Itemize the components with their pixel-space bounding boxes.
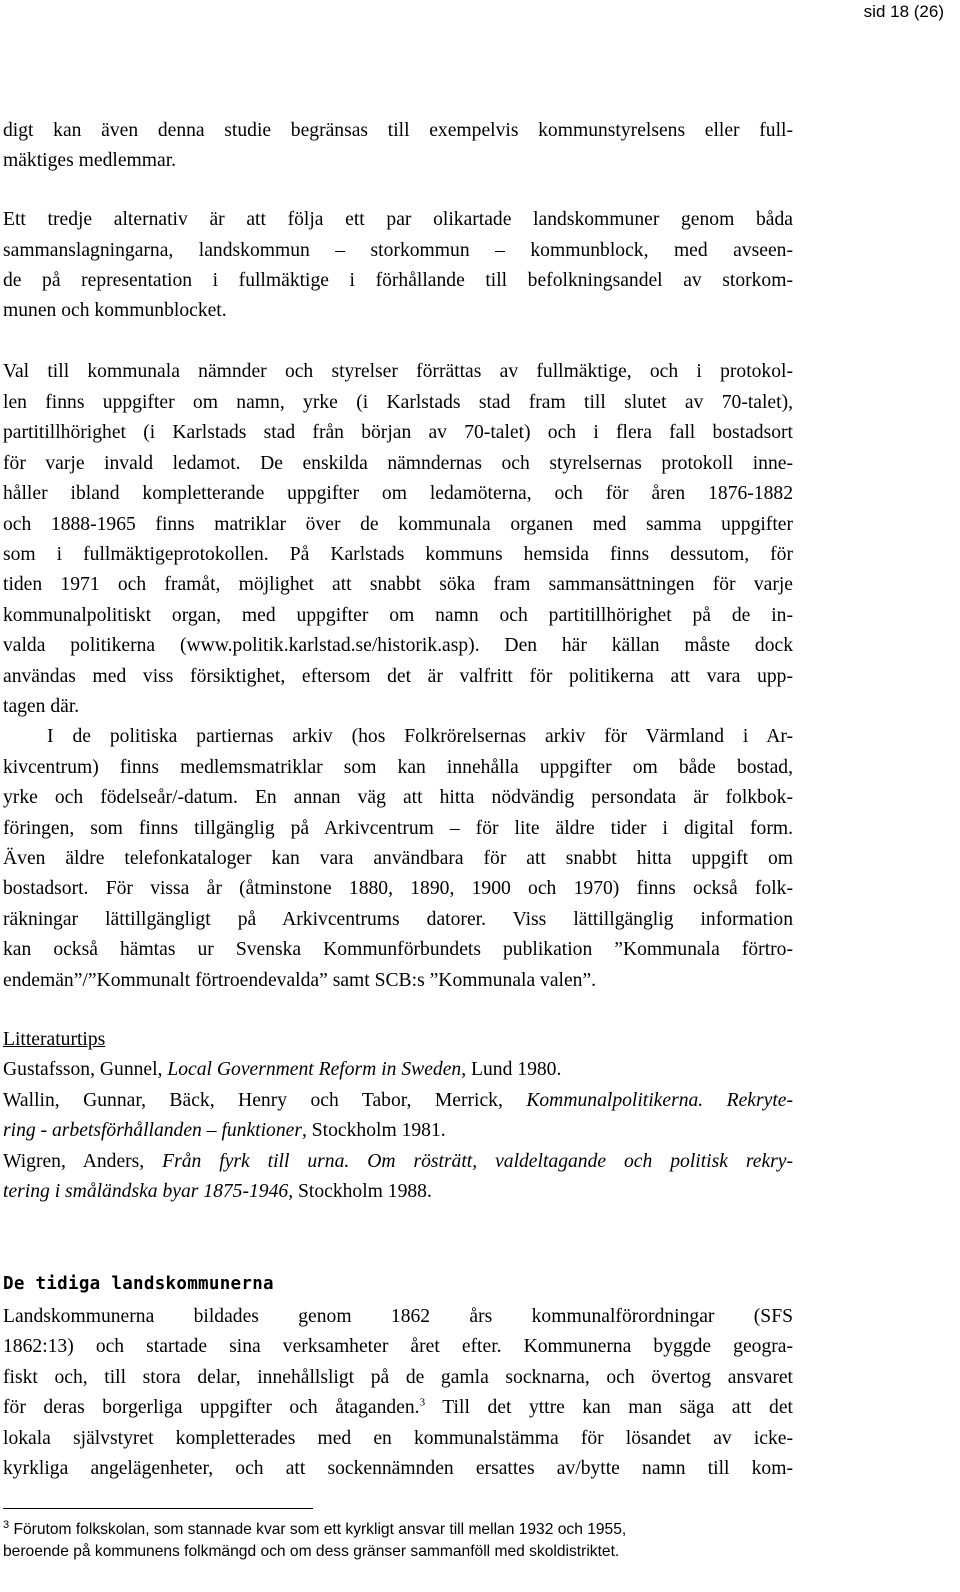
body-line: och 1888-1965 finns matriklar över de kommunala organen med samma uppgifter (3, 514, 793, 535)
body-line: räkningar lättillgängligt på Arkivcentrums datorer. Viss lättillgänglig information (3, 909, 793, 930)
body-line: kivcentrum) finns medlemsmatriklar som kan innehålla uppgifter om både bostad, (3, 757, 793, 778)
body-line: tiden 1971 och framåt, möjlighet att snabbt söka fram sammansättningen för varje (3, 574, 793, 595)
reference-item (3, 1089, 793, 1113)
body-line: de på representation i fullmäktige i förhållande till befolkningsandel av storkom- (3, 270, 793, 291)
reference-item-continued (3, 1119, 446, 1143)
reference-author: Wigren, Anders, (3, 1151, 163, 1172)
footnote-reference: 3 (419, 1396, 426, 1409)
footnote-line (3, 1520, 626, 1540)
body-line: bostadsort. För vissa år (åtminstone 1880, 1890, 1900 och 1970) finns också folk- (3, 878, 793, 899)
body-line: digt kan även denna studie begränsas till exempelvis kommunstyrelsens eller full- (3, 120, 793, 141)
section-heading: De tidiga landskommunerna (3, 1274, 274, 1294)
reference-publication: , Stockholm 1988. (288, 1181, 432, 1202)
body-line: Landskommunerna bildades genom 1862 års kommunalförordningar (SFS (3, 1306, 793, 1327)
body-line: endemän”/”Kommunalt förtroendevalda” samt SCB:s ”Kommunala valen”. (3, 970, 597, 991)
body-text: för deras borgerliga uppgifter och åtaganden. (3, 1397, 420, 1418)
body-line: kyrkliga angelägenheter, och att sockennämnden ersattes av/bytte namn till kom- (3, 1458, 793, 1479)
reference-title: ring - arbetsförhållanden – funktioner (3, 1120, 302, 1141)
literature-heading: Litteraturtips (3, 1029, 106, 1050)
reference-item-continued (3, 1180, 432, 1204)
body-line: som i fullmäktigeprotokollen. På Karlstads kommuns hemsida finns dessutom, för (3, 544, 793, 565)
body-line: tagen där. (3, 696, 80, 717)
footnote-line: beroende på kommunens folkmängd och om dess gränser sammanföll med skoldistriktet. (3, 1543, 620, 1560)
body-line: valda politikerna (www.politik.karlstad.se/historik.asp). Den här källan måste dock (3, 635, 793, 656)
reference-title: Kommunalpolitikerna. Rekryte- (526, 1090, 793, 1111)
footnote-separator (3, 1508, 313, 1509)
reference-title: Local Government Reform in Sweden (167, 1059, 462, 1080)
body-line: Val till kommunala nämnder och styrelser förrättas av fullmäktige, och i protokol- (3, 361, 793, 382)
body-line: len finns uppgifter om namn, yrke (i Karlstads stad fram till slutet av 70-talet), (3, 392, 793, 413)
body-line: Ett tredje alternativ är att följa ett par olikartade landskommuner genom båda (3, 209, 793, 230)
body-line: partitillhörighet (i Karlstads stad från början av 70-talet) och i flera fall bostadsort (3, 422, 793, 443)
reference-item (3, 1150, 793, 1174)
body-line: munen och kommunblocket. (3, 300, 227, 321)
reference-author: Gustafsson, Gunnel, (3, 1059, 168, 1080)
body-line: yrke och födelseår/-datum. En annan väg att hitta nödvändig persondata är folkbok- (3, 787, 793, 808)
reference-author: Wallin, Gunnar, Bäck, Henry och Tabor, Merrick, (3, 1090, 527, 1111)
body-line: kommunalpolitiskt organ, med uppgifter om namn och partitillhörighet på de in- (3, 605, 793, 626)
reference-title: tering i småländska byar 1875-1946 (3, 1181, 289, 1202)
reference-item (3, 1058, 561, 1082)
reference-publication: , Lund 1980. (461, 1059, 562, 1080)
body-line: håller ibland kompletterande uppgifter om ledamöterna, och för åren 1876-1882 (3, 483, 793, 504)
body-line: kan också hämtas ur Svenska Kommunförbundets publikation ”Kommunala förtro- (3, 939, 793, 960)
body-line: I de politiska partiernas arkiv (hos Folkrörelsernas arkiv för Värmland i Ar- (47, 726, 793, 747)
body-line: sammanslagningarna, landskommun – storkommun – kommunblock, med avseen- (3, 240, 793, 261)
body-line (3, 1396, 793, 1420)
body-line: fiskt och, till stora delar, innehållsligt på de gamla socknarna, och övertog ansvaret (3, 1367, 793, 1388)
body-text: Till det yttre kan man säga att det (425, 1397, 793, 1418)
body-line: användas med viss försiktighet, eftersom det är valfritt för politikerna att vara upp- (3, 666, 793, 687)
page-number: sid 18 (26) (863, 2, 944, 21)
body-line: föringen, som finns tillgänglig på Arkivcentrum – för lite äldre tider i digital form. (3, 818, 793, 839)
body-line: lokala självstyret kompletterades med en kommunalstämma för lösandet av icke- (3, 1428, 793, 1449)
body-line: för varje invald ledamot. De enskilda nämndernas och styrelsernas protokoll inne- (3, 453, 793, 474)
body-line: mäktiges medlemmar. (3, 150, 177, 171)
footnote-number: 3 (3, 1518, 10, 1531)
reference-publication: , Stockholm 1981. (301, 1120, 446, 1141)
reference-title: Från fyrk till urna. Om rösträtt, valdeltagande och politisk rekry- (162, 1151, 793, 1172)
footnote-text: Förutom folkskolan, som stannade kvar som ett kyrkligt ansvar till mellan 1932 och 1955, (9, 1521, 627, 1538)
body-line: Även äldre telefonkataloger kan vara användbara för att snabbt hitta uppgift om (3, 848, 793, 869)
body-line: 1862:13) och startade sina verksamheter året efter. Kommunerna byggde geogra- (3, 1336, 793, 1357)
